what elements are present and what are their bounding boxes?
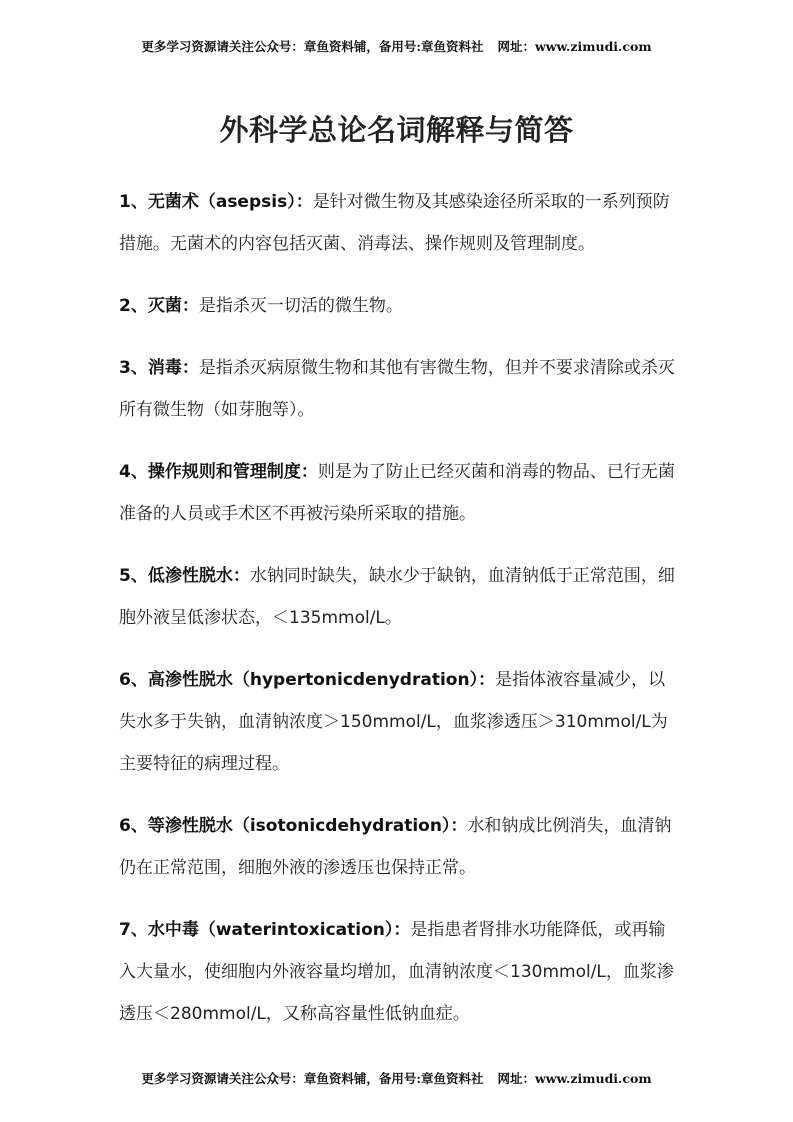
definition-entry-3: [119, 347, 679, 431]
entry-term: 操作规则和管理制度：: [147, 462, 318, 482]
entry-term: 高渗性脱水（hypertonicdenydration）：: [147, 670, 496, 690]
definition-entry-4: [119, 451, 679, 535]
page-header: [0, 37, 793, 55]
entry-definition: 是指体液容量减少，以失水多于失钠，血清钠浓度＞150mmol/L，血浆渗透压＞310mmol/L为主要特征的病理过程。: [119, 670, 668, 774]
footer-promo-text: 更多学习资源请关注公众号：章鱼资料铺，备用号:章鱼资料社: [141, 1071, 484, 1086]
entry-definition: 是指杀灭一切活的微生物。: [198, 296, 403, 316]
entry-number: 4、: [119, 462, 148, 482]
definition-entry-8: [119, 909, 679, 1035]
entry-number: 7、: [119, 920, 148, 940]
entry-definition: 是指杀灭病原微生物和其他有害微生物，但并不要求清除或杀灭所有微生物（如芽胞等）。: [119, 358, 675, 420]
page-footer: [0, 1069, 793, 1087]
entry-number: 6、: [119, 816, 148, 836]
entry-number: 1、: [119, 192, 148, 212]
entry-definition: 是针对微生物及其感染途径所采取的一系列预防措施。无菌术的内容包括灭菌、消毒法、操作规则及管理制度。: [119, 192, 670, 254]
definition-entry-6: [119, 659, 679, 785]
entry-definition: 水和钠成比例消失，血清钠仍在正常范围，细胞外液的渗透压也保持正常。: [119, 816, 672, 878]
entry-term: 灭菌：: [147, 296, 199, 316]
entry-term: 水中毒（waterintoxication）：: [147, 920, 411, 940]
entry-definition: 是指患者肾排水功能降低，或再输入大量水，使细胞内外液容量均增加，血清钠浓度＜130mmol/L，血浆渗透压＜280mmol/L，又称高容量性低钠血症。: [119, 920, 674, 1024]
entry-number: 3、: [119, 358, 148, 378]
document-body: [119, 181, 679, 1055]
definition-entry-1: [119, 181, 679, 265]
entry-term: 等渗性脱水（isotonicdehydration）：: [147, 816, 468, 836]
document-title: 外科学总论名词解释与简答: [219, 113, 574, 147]
entry-number: 5、: [119, 566, 148, 586]
footer-url[interactable]: 网址：www.zimudi.com: [497, 1071, 652, 1086]
definition-entry-7: [119, 805, 679, 889]
definition-entry-2: [119, 285, 679, 327]
entry-term: 无菌术（asepsis）：: [147, 192, 313, 212]
entry-definition: 则是为了防止已经灭菌和消毒的物品、已行无菌准备的人员或手术区不再被污染所采取的措施。: [119, 462, 675, 524]
entry-term: 消毒：: [147, 358, 199, 378]
entry-number: 6、: [119, 670, 148, 690]
entry-term: 低渗性脱水：: [147, 566, 250, 586]
header-promo-text: 更多学习资源请关注公众号：章鱼资料铺，备用号:章鱼资料社: [141, 39, 484, 54]
definition-entry-5: [119, 555, 679, 639]
entry-definition: 水钠同时缺失，缺水少于缺钠，血清钠低于正常范围，细胞外液呈低渗状态，＜135mmol/L。: [119, 566, 675, 628]
header-url[interactable]: 网址：www.zimudi.com: [497, 39, 652, 54]
entry-number: 2、: [119, 296, 148, 316]
